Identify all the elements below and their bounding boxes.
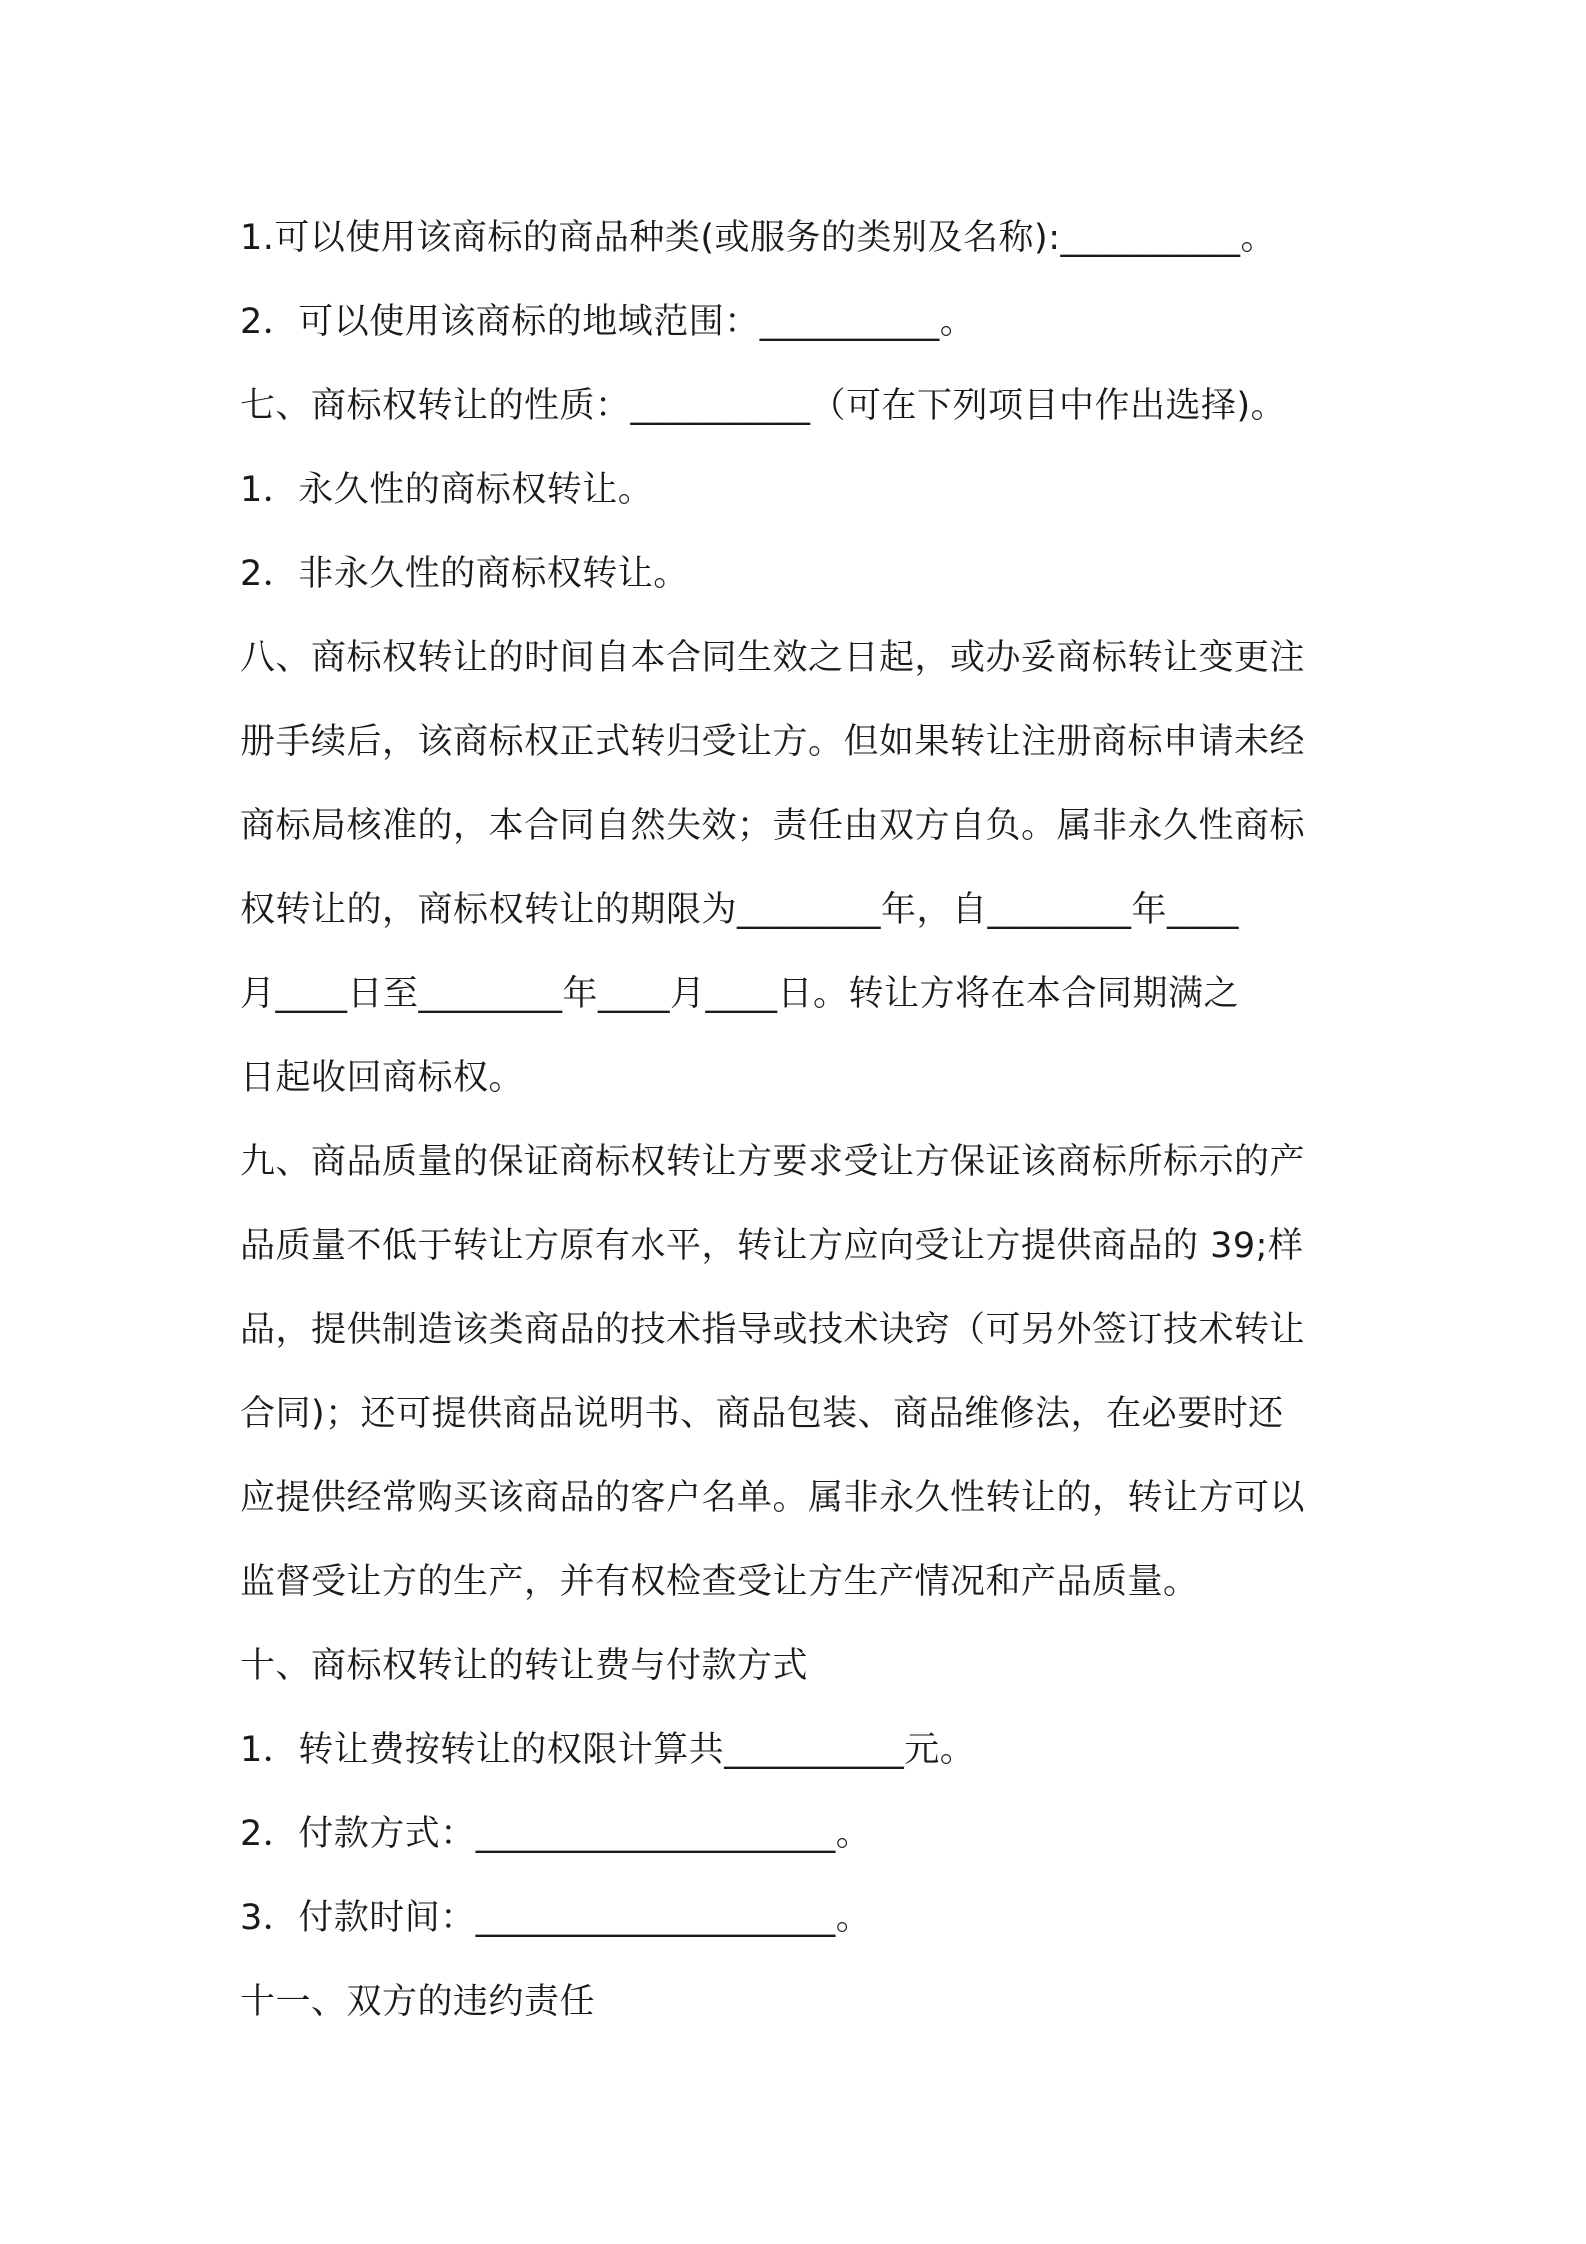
- section-heading: 七、商标权转让的性质：__________（可在下列项目中作出选择)。: [240, 386, 1287, 426]
- text-line: 日起收回商标权。: [240, 1058, 525, 1098]
- text-line: 商标局核准的，本合同自然失效；责任由双方自负。属非永久性商标: [240, 806, 1306, 846]
- section-heading: 十、商标权转让的转让费与付款方式: [240, 1646, 809, 1686]
- section-heading: 十一、双方的违约责任: [240, 1982, 596, 2022]
- text-line: 应提供经常购买该商品的客户名单。属非永久性转让的，转让方可以: [240, 1478, 1306, 1518]
- text-line: 册手续后，该商标权正式转归受让方。但如果转让注册商标申请未经: [240, 722, 1306, 762]
- text-line: 3．付款时间：____________________。: [240, 1898, 872, 1938]
- text-line: 1．永久性的商标权转让。: [240, 470, 654, 510]
- section-heading: 八、商标权转让的时间自本合同生效之日起，或办妥商标转让变更注: [240, 638, 1306, 678]
- text-line: 品，提供制造该类商品的技术指导或技术诀窍（可另外签订技术转让: [240, 1310, 1306, 1350]
- text-line: 1.可以使用该商标的商品种类(或服务的类别及名称):__________。: [240, 218, 1276, 258]
- text-line: 监督受让方的生产，并有权检查受让方生产情况和产品质量。: [240, 1562, 1199, 1602]
- text-line: 1．转让费按转让的权限计算共__________元。: [240, 1730, 976, 1770]
- document-page: [240, 196, 1360, 2044]
- text-line: 2．可以使用该商标的地域范围：__________。: [240, 302, 976, 342]
- text-line: 品质量不低于转让方原有水平，转让方应向受让方提供商品的 39;样: [240, 1226, 1304, 1266]
- text-line: 2．非永久性的商标权转让。: [240, 554, 689, 594]
- text-line: 2．付款方式：____________________。: [240, 1814, 872, 1854]
- text-line: 合同)；还可提供商品说明书、商品包装、商品维修法，在必要时还: [240, 1394, 1284, 1434]
- section-heading: 九、商品质量的保证商标权转让方要求受让方保证该商标所标示的产: [240, 1142, 1306, 1182]
- text-line: 权转让的，商标权转让的期限为________年，自________年____: [240, 890, 1240, 930]
- text-line: 月____日至________年____月____日。转让方将在本合同期满之: [240, 974, 1240, 1014]
